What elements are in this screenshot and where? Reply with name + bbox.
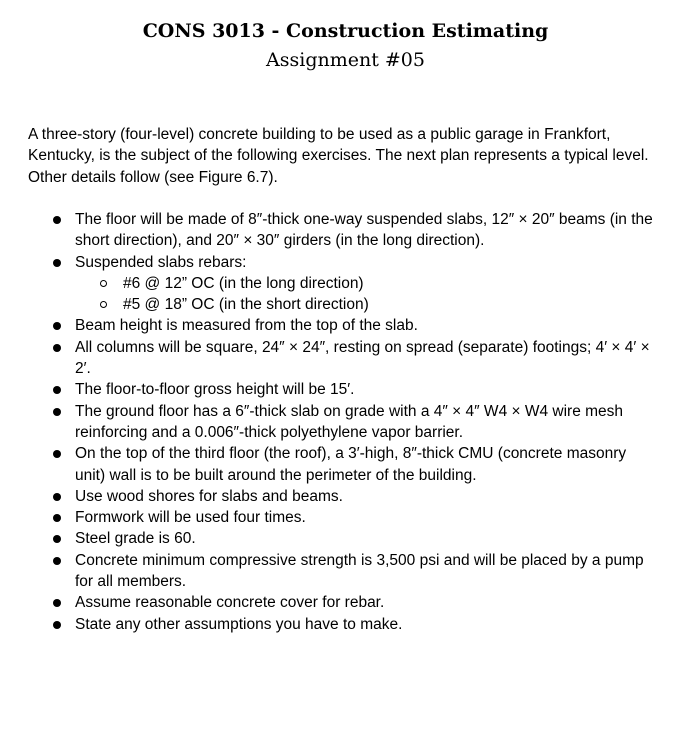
bullet-icon: [53, 216, 61, 224]
list-item-shores: [0, 486, 655, 507]
bullet-icon: [53, 450, 61, 458]
sublist-item-rebar-short: [0, 294, 691, 315]
list-item-rebars: [0, 252, 655, 273]
hollow-bullet-icon: [100, 301, 107, 308]
list-item-roof: [0, 443, 655, 486]
list-item-text: All columns will be square, 24″ × 24″, resting on spread (separate) footings; 4′ × 4′ × 2′.: [75, 338, 650, 378]
bullet-icon: [53, 599, 61, 607]
list-item-beam-height: [0, 315, 655, 336]
list-item-text: Steel grade is 60.: [75, 530, 196, 548]
bullet-icon: [53, 621, 61, 629]
bullet-icon: [53, 386, 61, 394]
list-item-text: Suspended slabs rebars:: [75, 253, 247, 271]
assignment-subtitle: Assignment #05: [266, 49, 425, 71]
list-item-text: On the top of the third floor (the roof), a 3′-high, 8″-thick CMU (concrete masonry unit) wall is to be built around the perimeter of the building.: [75, 445, 627, 484]
page-title: CONS 3013 - Construction Estimating: [142, 20, 549, 42]
intro-paragraph: A three-story (four-level) concrete building to be used as a public garage in Frankfort, Kentucky, is the subject of the following exercises. The next plan represents a typical level. Other details follow (see Figure 6.7).: [28, 126, 649, 186]
list-item-cover: [0, 592, 655, 613]
list-item-text: The floor will be made of 8″-thick one-way suspended slabs, 12″ × 20″ beams (in the short direction), and 20″ × 30″ girders (in the long direction).: [75, 211, 653, 250]
list-item-floor: [0, 209, 655, 252]
list-item-text: The floor-to-floor gross height will be 15′.: [75, 381, 355, 399]
list-item-text: The ground floor has a 6″-thick slab on grade with a 4″ × 4″ W4 × W4 wire mesh reinforcing and a 0.006″-thick polyethylene vapor barrier.: [75, 402, 624, 441]
list-item-steel: [0, 528, 655, 549]
bullet-icon: [53, 493, 61, 501]
list-item-formwork: [0, 507, 655, 528]
hollow-bullet-icon: [100, 280, 107, 287]
list-item-text: Use wood shores for slabs and beams.: [75, 487, 343, 505]
bullet-icon: [53, 408, 61, 416]
sublist-item-rebar-long: [0, 273, 691, 294]
bullet-icon: [53, 322, 61, 330]
list-item-text: Assume reasonable concrete cover for rebar.: [75, 594, 385, 612]
list-item-text: Concrete minimum compressive strength is 3,500 psi and will be placed by a pump for all members.: [75, 551, 644, 591]
list-item-height: [0, 379, 655, 400]
list-item-assumptions: [0, 614, 655, 635]
list-item-text: State any other assumptions you have to make.: [75, 615, 403, 633]
list-item-ground-floor: [0, 401, 655, 444]
bullet-icon: [53, 344, 61, 352]
list-item-columns: [0, 337, 655, 380]
bullet-icon: [53, 259, 61, 267]
requirements-list: [0, 209, 691, 635]
list-item-text: Formwork will be used four times.: [75, 509, 306, 527]
list-item-text: Beam height is measured from the top of the slab.: [75, 317, 418, 335]
bullet-icon: [53, 535, 61, 543]
sublist-item-text: #6 @ 12” OC (in the long direction): [123, 274, 364, 292]
bullet-icon: [53, 557, 61, 565]
list-item-concrete: [0, 550, 655, 593]
sublist-item-text: #5 @ 18” OC (in the short direction): [123, 296, 369, 314]
bullet-icon: [53, 514, 61, 522]
